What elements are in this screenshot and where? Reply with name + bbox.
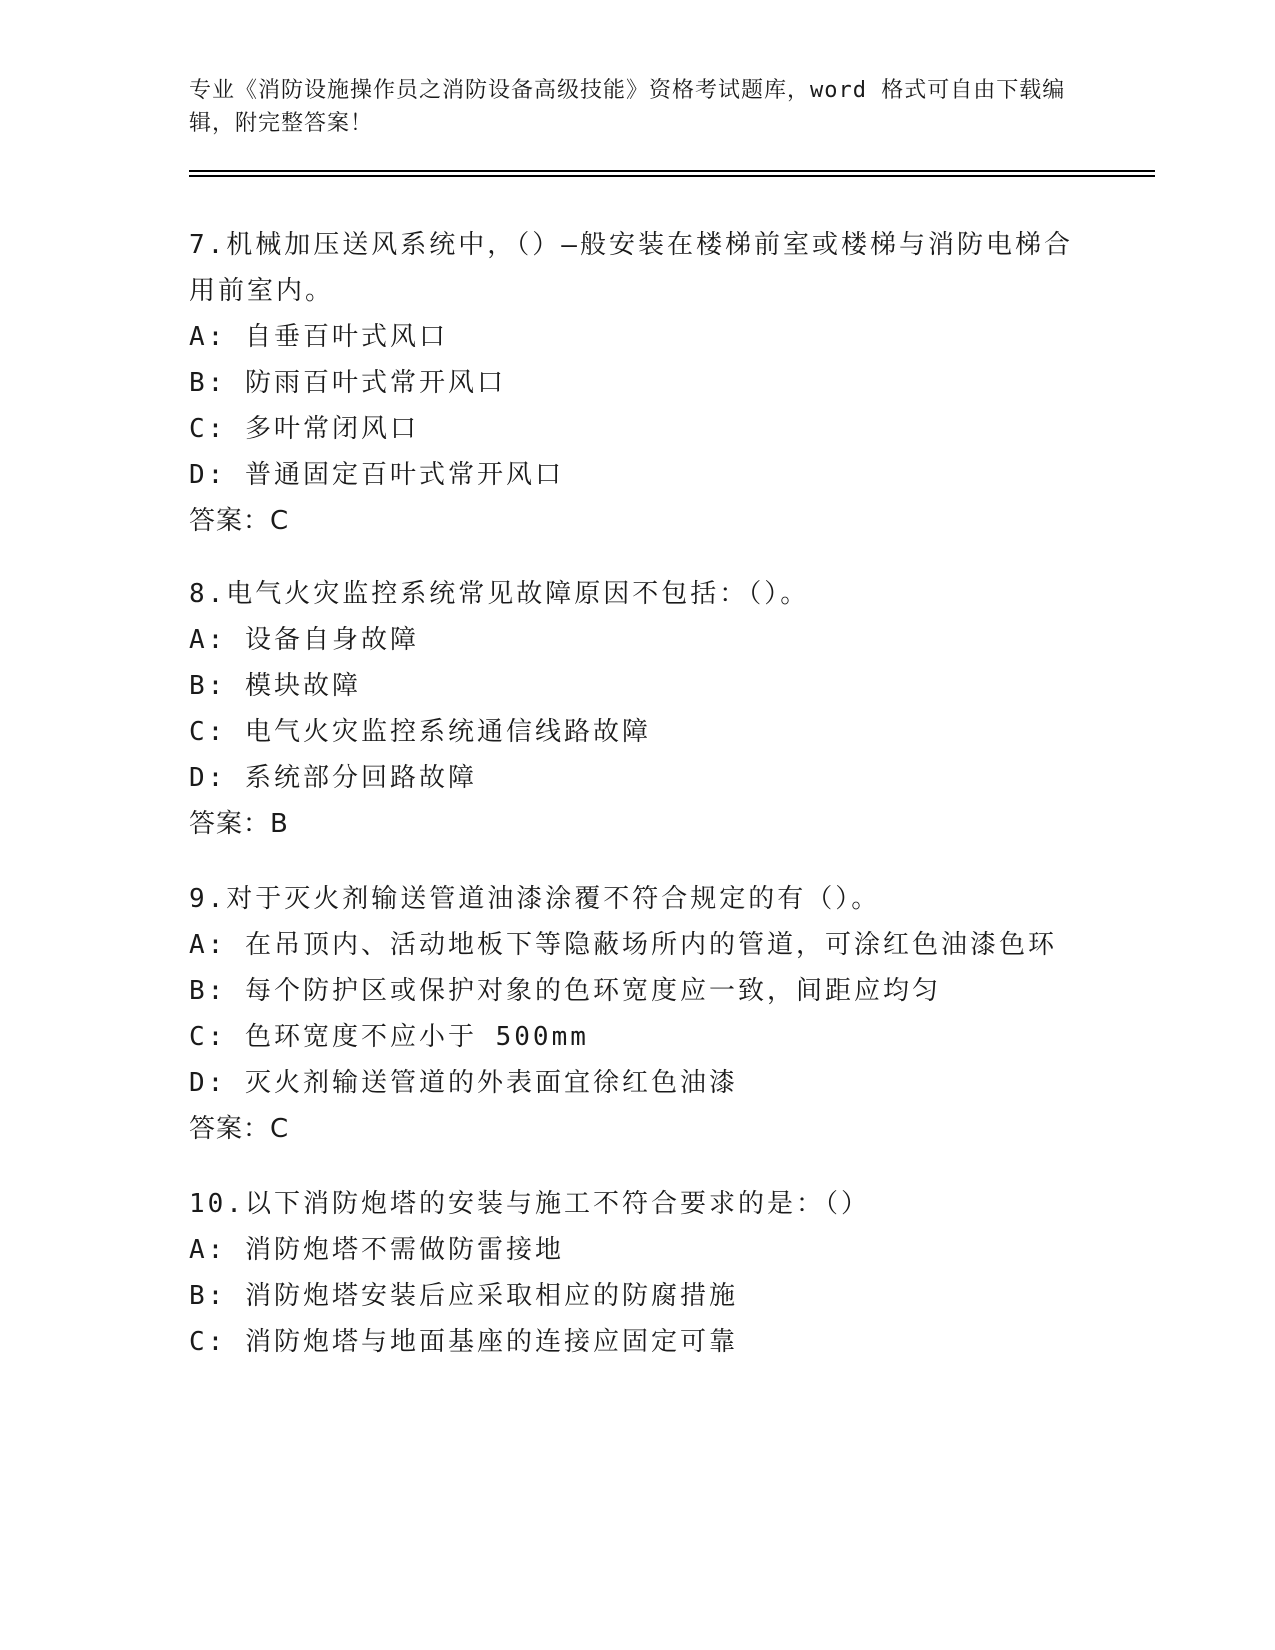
question-block — [189, 1181, 1089, 1365]
option-a: A: 消防炮塔不需做防雷接地 — [189, 1235, 564, 1265]
option-d: D: 普通固定百叶式常开风口 — [189, 460, 564, 490]
option-b: B: 消防炮塔安装后应采取相应的防腐措施 — [189, 1281, 738, 1311]
question-stem: 10.以下消防炮塔的安装与施工不符合要求的是：（） — [189, 1189, 870, 1219]
question-block — [189, 876, 1089, 1152]
option-a: A: 在吊顶内、活动地板下等隐蔽场所内的管道，可涂红色油漆色环 — [189, 930, 1057, 960]
answer-line: 答案：C — [189, 506, 290, 536]
option-c: C: 色环宽度不应小于 500mm — [189, 1022, 589, 1052]
answer-line: 答案：C — [189, 1114, 290, 1144]
option-b: B: 防雨百叶式常开风口 — [189, 368, 506, 398]
option-c: C: 消防炮塔与地面基座的连接应固定可靠 — [189, 1327, 738, 1357]
option-d: D: 灭火剂输送管道的外表面宜徐红色油漆 — [189, 1068, 738, 1098]
question-stem: 7.机械加压送风系统中，（）—般安装在楼梯前室或楼梯与消防电梯合用前室内。 — [189, 230, 1073, 306]
header-divider-bottom — [189, 175, 1155, 177]
question-block — [189, 571, 1089, 847]
option-b: B: 模块故障 — [189, 671, 361, 701]
question-stem: 8.电气火灾监控系统常见故障原因不包括：（）。 — [189, 579, 810, 609]
option-a: A: 设备自身故障 — [189, 625, 419, 655]
question-block — [189, 222, 1089, 544]
answer-line: 答案：B — [189, 809, 289, 839]
option-b: B: 每个防护区或保护对象的色环宽度应一致，间距应均匀 — [189, 976, 941, 1006]
question-stem: 9.对于灭火剂输送管道油漆涂覆不符合规定的有（）。 — [189, 884, 881, 914]
document-header: 专业《消防设施操作员之消防设备高级技能》资格考试题库，word 格式可自由下载编辑，附完整答案！ — [189, 78, 1066, 136]
option-c: C: 多叶常闭风口 — [189, 414, 419, 444]
header-divider-top — [189, 170, 1155, 172]
option-a: A: 自垂百叶式风口 — [189, 322, 448, 352]
option-c: C: 电气火灾监控系统通信线路故障 — [189, 717, 651, 747]
option-d: D: 系统部分回路故障 — [189, 763, 477, 793]
